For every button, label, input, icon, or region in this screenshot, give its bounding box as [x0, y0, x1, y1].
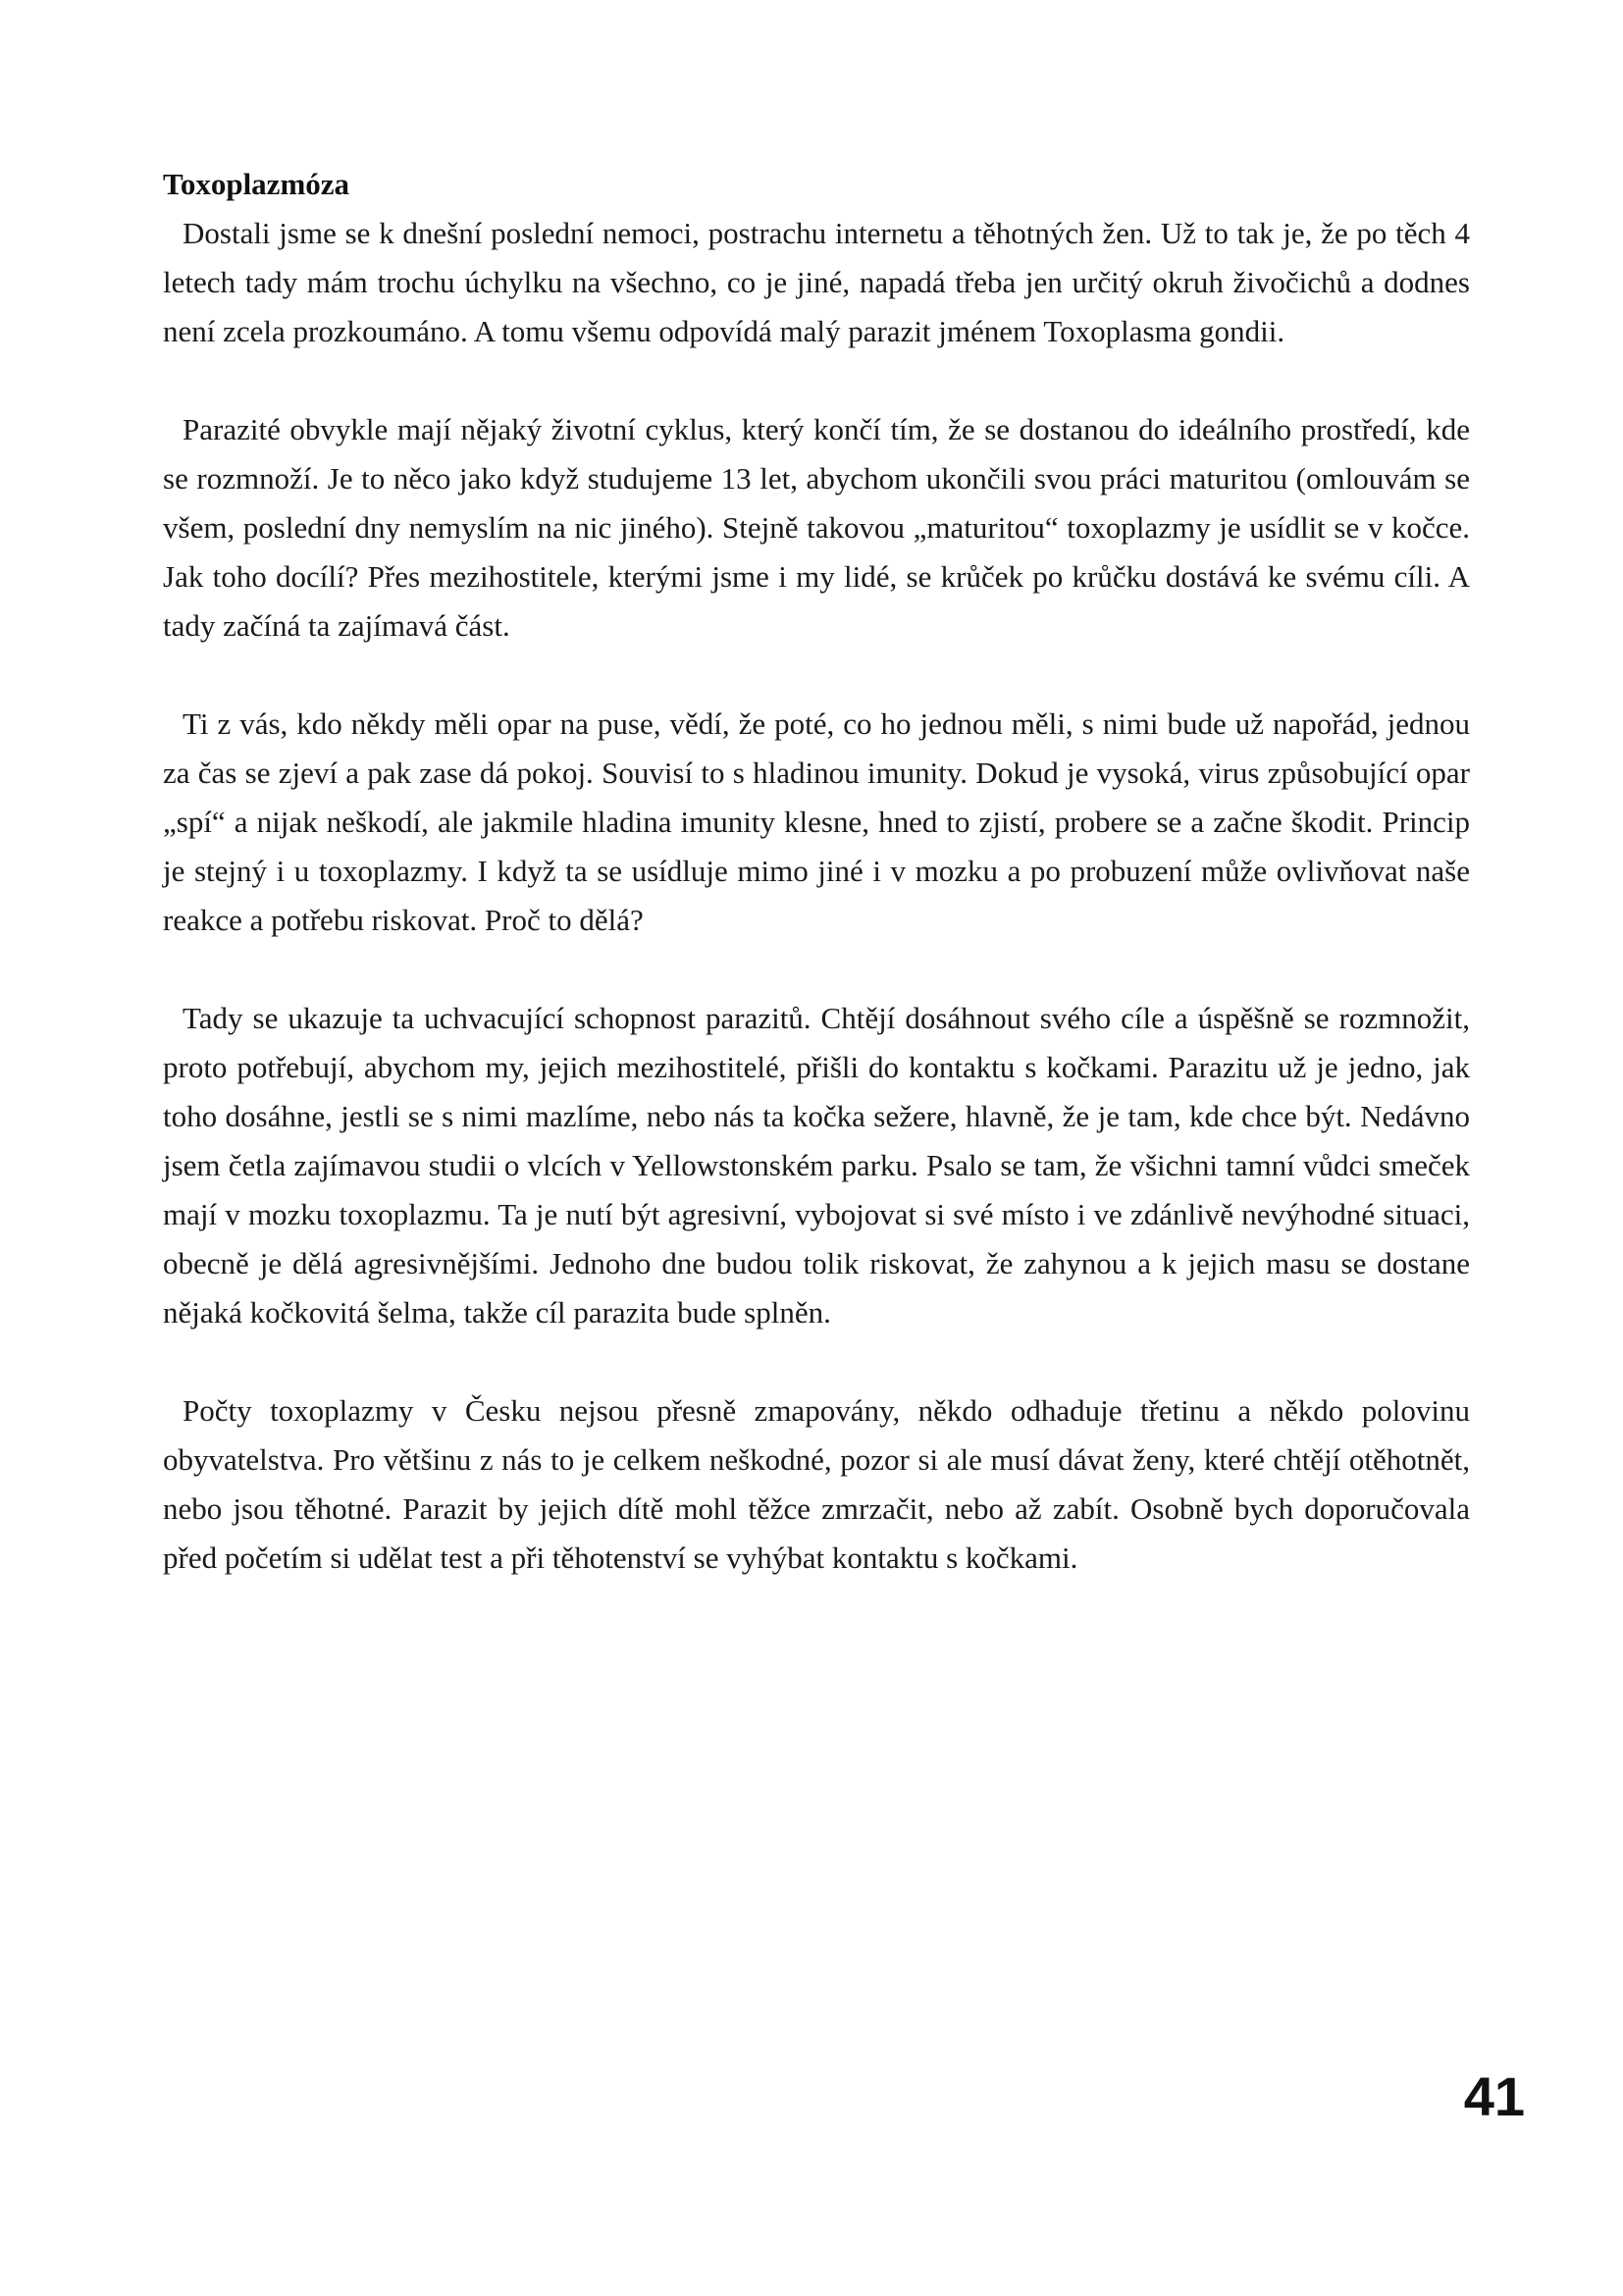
paragraph-prevalence: Počty toxoplazmy v Česku nejsou přesně zmapovány, někdo odhaduje třetinu a někdo polovinu obyvatelstva. Pro většinu z nás to je celkem neškodné, pozor si ale musí dávat ženy, které chtějí otěhotnět, nebo jsou těhotné. Parazit by jejich dítě mohl těžce zmrzačit, nebo až zabít. Osobně bych doporučovala před početím si udělat test a při těhotenství se vyhýbat kontaktu s kočkami. — [163, 1393, 1470, 1575]
article-body — [163, 160, 1470, 1583]
paragraph-life-cycle: Parazité obvykle mají nějaký životní cyklus, který končí tím, že se dostanou do ideálního prostředí, kde se rozmnoží. Je to něco jako když studujeme 13 let, abychom ukončili svou práci maturitou (omlouvám se všem, poslední dny nemyslím na nic jiného). Stejně takovou „maturitou“ toxoplazmy je usídlit se v kočce. Jak toho docílí? Přes mezihostitele, kterými jsme i my lidé, se krůček po krůčku dostává ke svému cíli. A tady začíná ta zajímavá část. — [163, 412, 1470, 643]
page-number: 41 — [1463, 2065, 1525, 2127]
paragraph-immunity: Ti z vás, kdo někdy měli opar na puse, vědí, že poté, co ho jednou měli, s nimi bude už napořád, jednou za čas se zjeví a pak zase dá pokoj. Souvisí to s hladinou imunity. Dokud je vysoká, virus způsobující opar „spí“ a nijak neškodí, ale jakmile hladina imunity klesne, hned to zjistí, probere se a začne škodit. Princip je stejný i u toxoplazmy. I když ta se usídluje mimo jiné i v mozku a po probuzení může ovlivňovat naše reakce a potřebu riskovat. Proč to dělá? — [163, 706, 1470, 937]
paragraph-parasite-ability: Tady se ukazuje ta uchvacující schopnost parazitů. Chtějí dosáhnout svého cíle a úspěšně se rozmnožit, proto potřebují, abychom my, jejich mezihostitelé, přišli do kontaktu s kočkami. Parazitu už je jedno, jak toho dosáhne, jestli se s nimi mazlíme, nebo nás ta kočka sežere, hlavně, že je tam, kde chce být. Nedávno jsem četla zajímavou studii o vlcích v Yellowstonském parku. Psalo se tam, že všichni tamní vůdci smeček mají v mozku toxoplazmu. Ta je nutí být agresivní, vybojovat si své místo i ve zdánlivě nevýhodné situaci, obecně je dělá agresivnějšími. Jednoho dne budou tolik riskovat, že zahynou a k jejich masu se dostane nějaká kočkovitá šelma, takže cíl parazita bude splněn. — [163, 1001, 1470, 1330]
article-title: Toxoplazmóza — [163, 167, 350, 201]
paragraph-intro: Dostali jsme se k dnešní poslední nemoci, postrachu internetu a těhotných žen. Už to tak je, že po těch 4 letech tady mám trochu úchylku na všechno, co je jiné, napadá třeba jen určitý okruh živočichů a dodnes není zcela prozkoumáno. A tomu všemu odpovídá malý parazit jménem Toxoplasma gondii. — [163, 216, 1470, 348]
